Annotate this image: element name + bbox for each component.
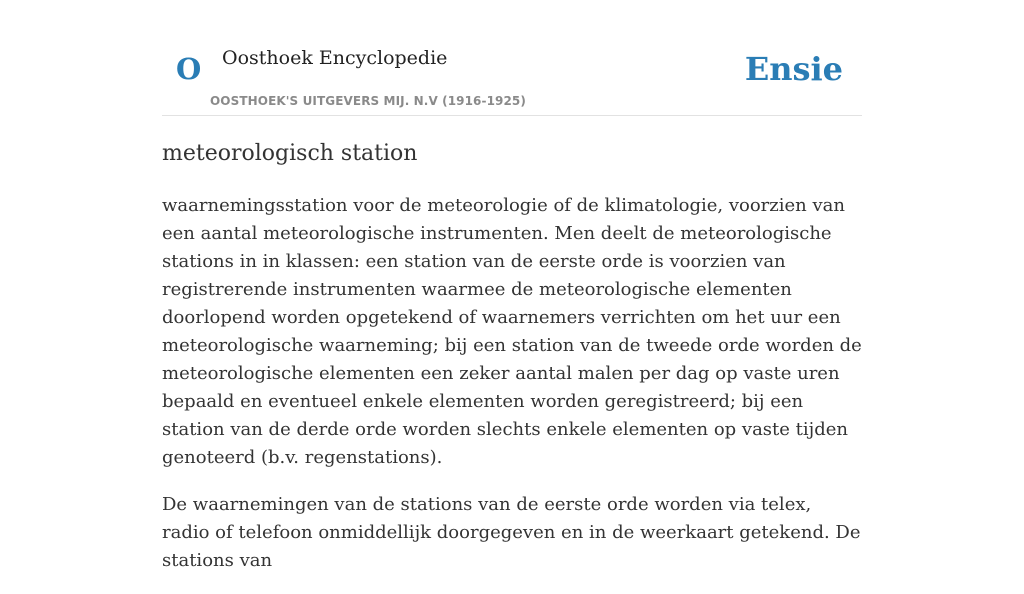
article-paragraph: De waarnemingen van de stations van de eerste orde worden via telex, radio of telefoon onmiddellijk doorgegeven en in de weerkaart getekend. De stations van	[162, 494, 861, 571]
brand-logo-link[interactable]: Ensie	[744, 50, 843, 88]
article-paragraph: waarnemingsstation voor de meteorologie of de klimatologie, voorzien van een aantal meteorologische instrumenten. Men deelt de meteorologische stations in in klassen: een station van de eerste orde is voorzien van registrerende instrumenten waarmee de meteorologische elementen doorlopend worden opgetekend of waarnemers verrichten om het uur een meteorologische waarneming; bij een station van de tweede orde worden de meteorologische elementen een zeker aantal malen per dag op vaste uren bepaald en eventueel enkele elementen worden geregistreerd; bij een station van de derde orde worden slechts enkele elementen op vaste tijden genoteerd (b.v. regenstations).	[162, 195, 862, 468]
article-title: meteorologisch station	[162, 141, 418, 166]
site-title[interactable]: Oosthoek Encyclopedie	[222, 47, 448, 69]
page	[162, 0, 862, 571]
article-body	[162, 192, 862, 594]
site-header	[162, 0, 862, 116]
logo-letter[interactable]: O	[176, 52, 202, 86]
site-subtitle: OOSTHOEK'S UITGEVERS MIJ. N.V (1916-1925)	[210, 94, 526, 108]
